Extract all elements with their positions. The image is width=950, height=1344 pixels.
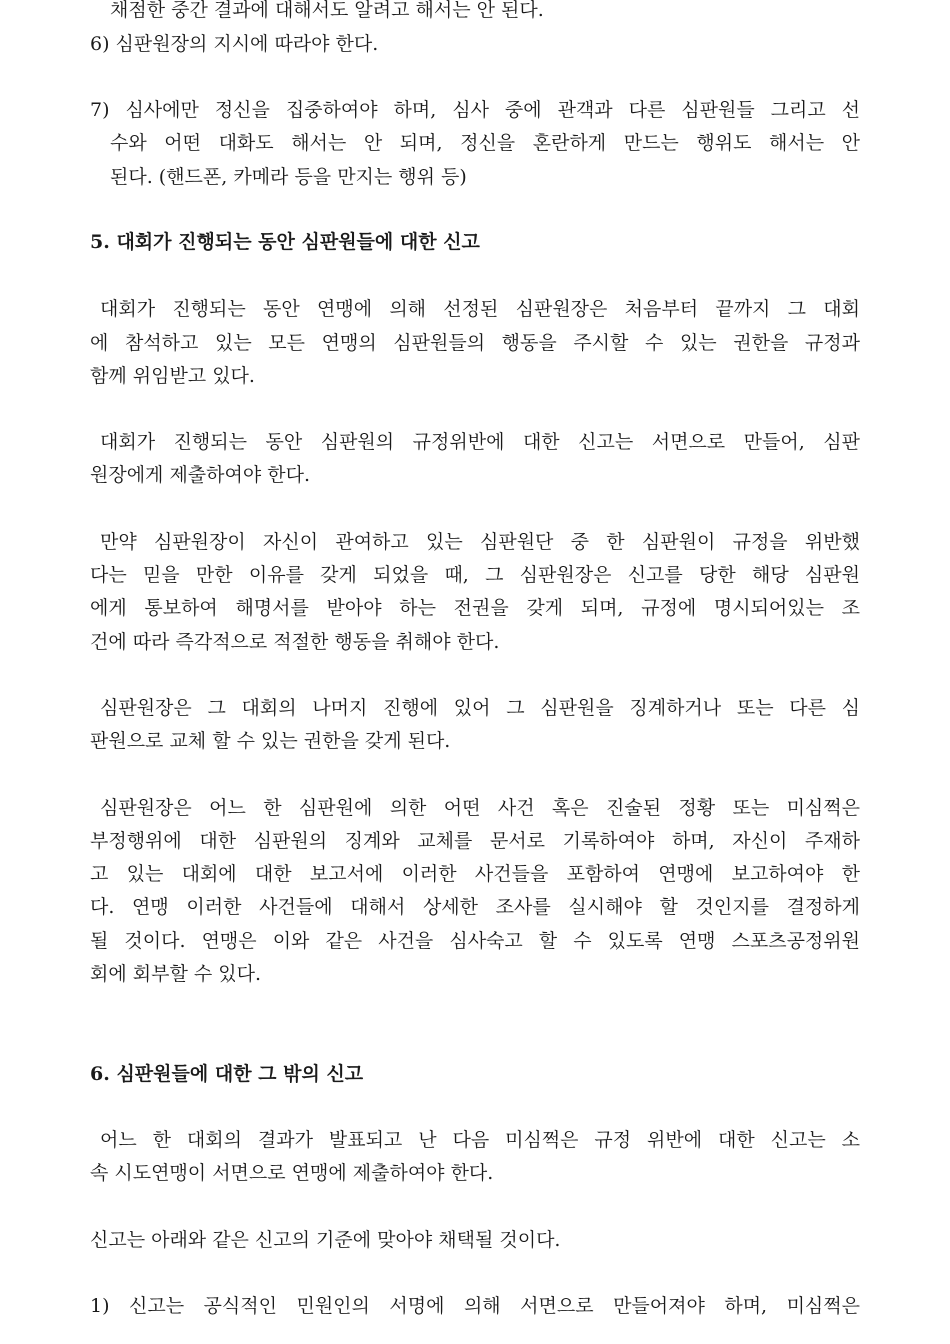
paragraph-line: 어느 한 대회의 결과가 발표되고 난 다음 미심쩍은 규정 위반에 대한 신고는 소 bbox=[100, 1129, 860, 1151]
paragraph-line: 원장에게 제출하여야 한다. bbox=[90, 464, 311, 486]
paragraph-line: 판원으로 교체 할 수 있는 권한을 갖게 된다. bbox=[90, 730, 451, 752]
paragraph-line: 에게 통보하여 해명서를 받아야 하는 전권을 갖게 되며, 규정에 명시되어있는 조 bbox=[90, 597, 860, 619]
paragraph-line: 에 참석하고 있는 모든 연맹의 심판원들의 행동을 주시할 수 있는 권한을 규정과 bbox=[90, 332, 860, 354]
paragraph-line: 될 것이다. 연맹은 이와 같은 사건을 심사숙고 할 수 있도록 연맹 스포츠공정위원 bbox=[90, 930, 860, 952]
paragraph-line: 대회가 진행되는 동안 연맹에 의해 선정된 심판원장은 처음부터 끝까지 그 대회 bbox=[100, 298, 860, 320]
paragraph-line: 다. 연맹 이러한 사건들에 대해서 상세한 조사를 실시해야 할 것인지를 결정하게 bbox=[90, 896, 860, 918]
paragraph-line: 심판원장은 그 대회의 나머지 진행에 있어 그 심판원을 징계하거나 또는 다른 심 bbox=[100, 697, 860, 719]
paragraph-line: 만약 심판원장이 자신이 관여하고 있는 심판원단 중 한 심판원이 규정을 위반했 bbox=[100, 531, 860, 553]
text-line: 채점한 중간 결과에 대해서도 알려고 해서는 안 된다. bbox=[110, 0, 544, 21]
paragraph-line: 다는 믿을 만한 이유를 갖게 되었을 때, 그 심판원장은 신고를 당한 해당 심판원 bbox=[90, 564, 860, 586]
paragraph-line: 회에 회부할 수 있다. bbox=[90, 963, 261, 985]
paragraph-line: 고 있는 대회에 대한 보고서에 이러한 사건들을 포함하여 연맹에 보고하여야 한 bbox=[90, 863, 860, 885]
paragraph-line: 신고는 아래와 같은 신고의 기준에 맞아야 채택될 것이다. bbox=[90, 1229, 561, 1251]
paragraph-line: 심판원장은 어느 한 심판원에 의한 어떤 사건 혹은 진술된 정황 또는 미심쩍은 bbox=[100, 797, 860, 819]
list-item-7: 7) 심사에만 정신을 집중하여야 하며, 심사 중에 관객과 다른 심판원들 그리고 선 bbox=[90, 99, 860, 121]
paragraph-line: 속 시도연맹이 서면으로 연맹에 제출하여야 한다. bbox=[90, 1162, 494, 1184]
section-heading-5: 5. 대회가 진행되는 동안 심판원들에 대한 신고 bbox=[90, 231, 480, 253]
text-line: 수와 어떤 대화도 해서는 안 되며, 정신을 혼란하게 만드는 행위도 해서는 안 bbox=[110, 132, 860, 154]
list-item-1: 1) 신고는 공식적인 민원인의 서명에 의해 서면으로 만들어져야 하며, 미심쩍은 bbox=[90, 1295, 860, 1317]
paragraph-line: 건에 따라 즉각적으로 적절한 행동을 취해야 한다. bbox=[90, 631, 500, 653]
section-heading-6: 6. 심판원들에 대한 그 밖의 신고 bbox=[90, 1063, 364, 1085]
paragraph-line: 함께 위임받고 있다. bbox=[90, 365, 255, 387]
list-item-6: 6) 심판원장의 지시에 따라야 한다. bbox=[90, 33, 379, 55]
text-line: 된다. (핸드폰, 카메라 등을 만지는 행위 등) bbox=[110, 166, 467, 188]
paragraph-line: 대회가 진행되는 동안 심판원의 규정위반에 대한 신고는 서면으로 만들어, 심판 bbox=[100, 431, 860, 453]
paragraph-line: 부정행위에 대한 심판원의 징계와 교체를 문서로 기록하여야 하며, 자신이 주재하 bbox=[90, 830, 860, 852]
